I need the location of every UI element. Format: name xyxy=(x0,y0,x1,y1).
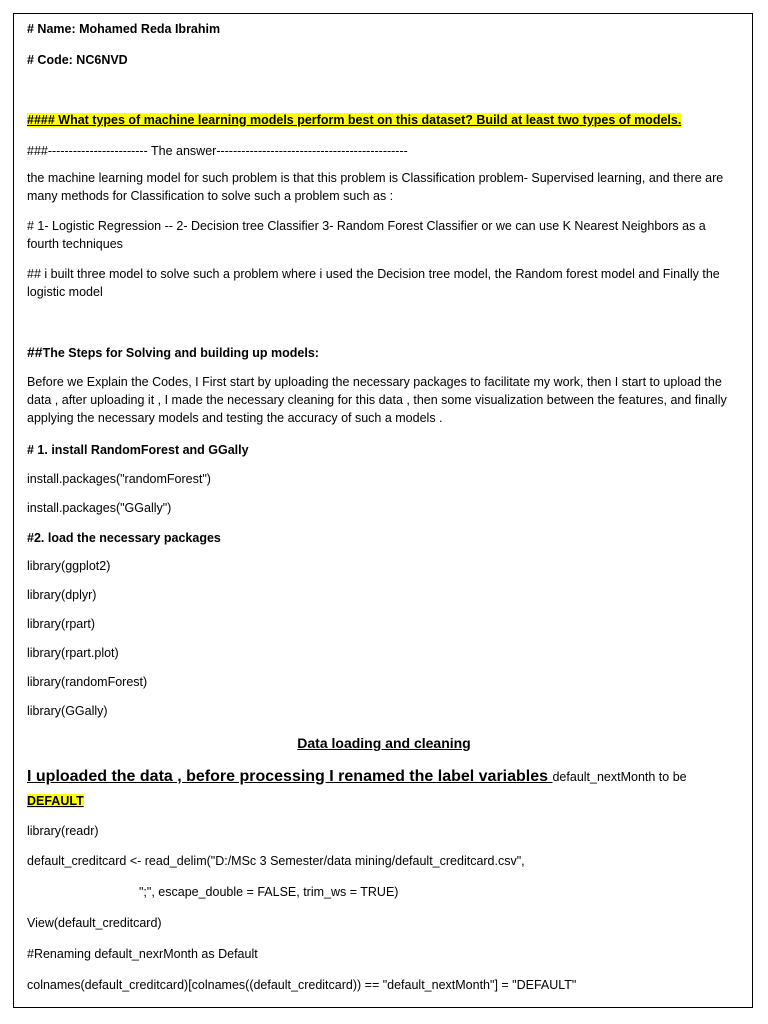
paragraph-classification: the machine learning model for such problem is that this problem is Classification problem- Supervised learning, and there are many methods for Classification to solve such a problem such as : xyxy=(27,171,724,203)
default-word: DEFAULT xyxy=(27,794,84,808)
paragraph-techniques: # 1- Logistic Regression -- 2- Decision tree Classifier 3- Random Forest Classifier or we can use K Nearest Neighbors as a fourth techniques xyxy=(27,219,706,251)
upload-line xyxy=(27,768,687,786)
upload-text: I uploaded the data , before processing I renamed the label variables xyxy=(27,768,553,785)
code-line: install.packages("GGally") xyxy=(27,501,172,515)
code-line: View(default_creditcard) xyxy=(27,916,162,930)
code-comment: #Renaming default_nexrMonth as Default xyxy=(27,947,258,961)
upload-tail: default_nextMonth to be xyxy=(552,770,687,784)
code-line-indented: ";", escape_double = FALSE, trim_ws = TRUE) xyxy=(139,885,399,899)
steps-heading xyxy=(27,343,319,362)
install-heading: # 1. install RandomForest and GGally xyxy=(27,443,249,457)
code-line: library(rpart.plot) xyxy=(27,646,119,660)
code-line: library(GGally) xyxy=(27,704,108,718)
code-line: library(readr) xyxy=(27,824,99,838)
steps-intro: Before we Explain the Codes, I First start by uploading the necessary packages to facilitate my work, then I start to upload the data , after uploading it , I made the necessary cleaning for this data , then some visualization between the features, and finally applying the necessary models and testing the accuracy of such a models . xyxy=(27,375,727,425)
paragraph-models-built: ## i built three model to solve such a problem where i used the Decision tree model, the Random forest model and Finally the logistic model xyxy=(27,267,720,299)
steps-heading-text: The Steps for Solving and building up models: xyxy=(42,346,319,360)
data-section-title: Data loading and cleaning xyxy=(297,735,471,751)
code-line: library(dplyr) xyxy=(27,588,97,602)
code-line: library(randomForest) xyxy=(27,675,148,689)
document-page xyxy=(13,13,753,1008)
load-heading: #2. load the necessary packages xyxy=(27,531,221,545)
answer-divider: ###------------------------ The answer---------------------------------------------- xyxy=(27,144,408,158)
steps-heading-prefix: ## xyxy=(27,344,43,360)
student-code: # Code: NC6NVD xyxy=(27,53,128,67)
code-line: colnames(default_creditcard)[colnames((default_creditcard)) == "default_nextMonth"] = "DEFAULT" xyxy=(27,978,577,992)
question-heading xyxy=(27,111,681,129)
default-label xyxy=(27,792,84,810)
author-name: # Name: Mohamed Reda Ibrahim xyxy=(27,22,221,36)
question-text: #### What types of machine learning models perform best on this dataset? Build at least two types of models. xyxy=(27,113,682,127)
code-line: default_creditcard <- read_delim("D:/MSc 3 Semester/data mining/default_creditcard.csv", xyxy=(27,854,525,868)
code-line: library(ggplot2) xyxy=(27,559,111,573)
code-line: library(rpart) xyxy=(27,617,96,631)
code-line: install.packages("randomForest") xyxy=(27,472,211,486)
